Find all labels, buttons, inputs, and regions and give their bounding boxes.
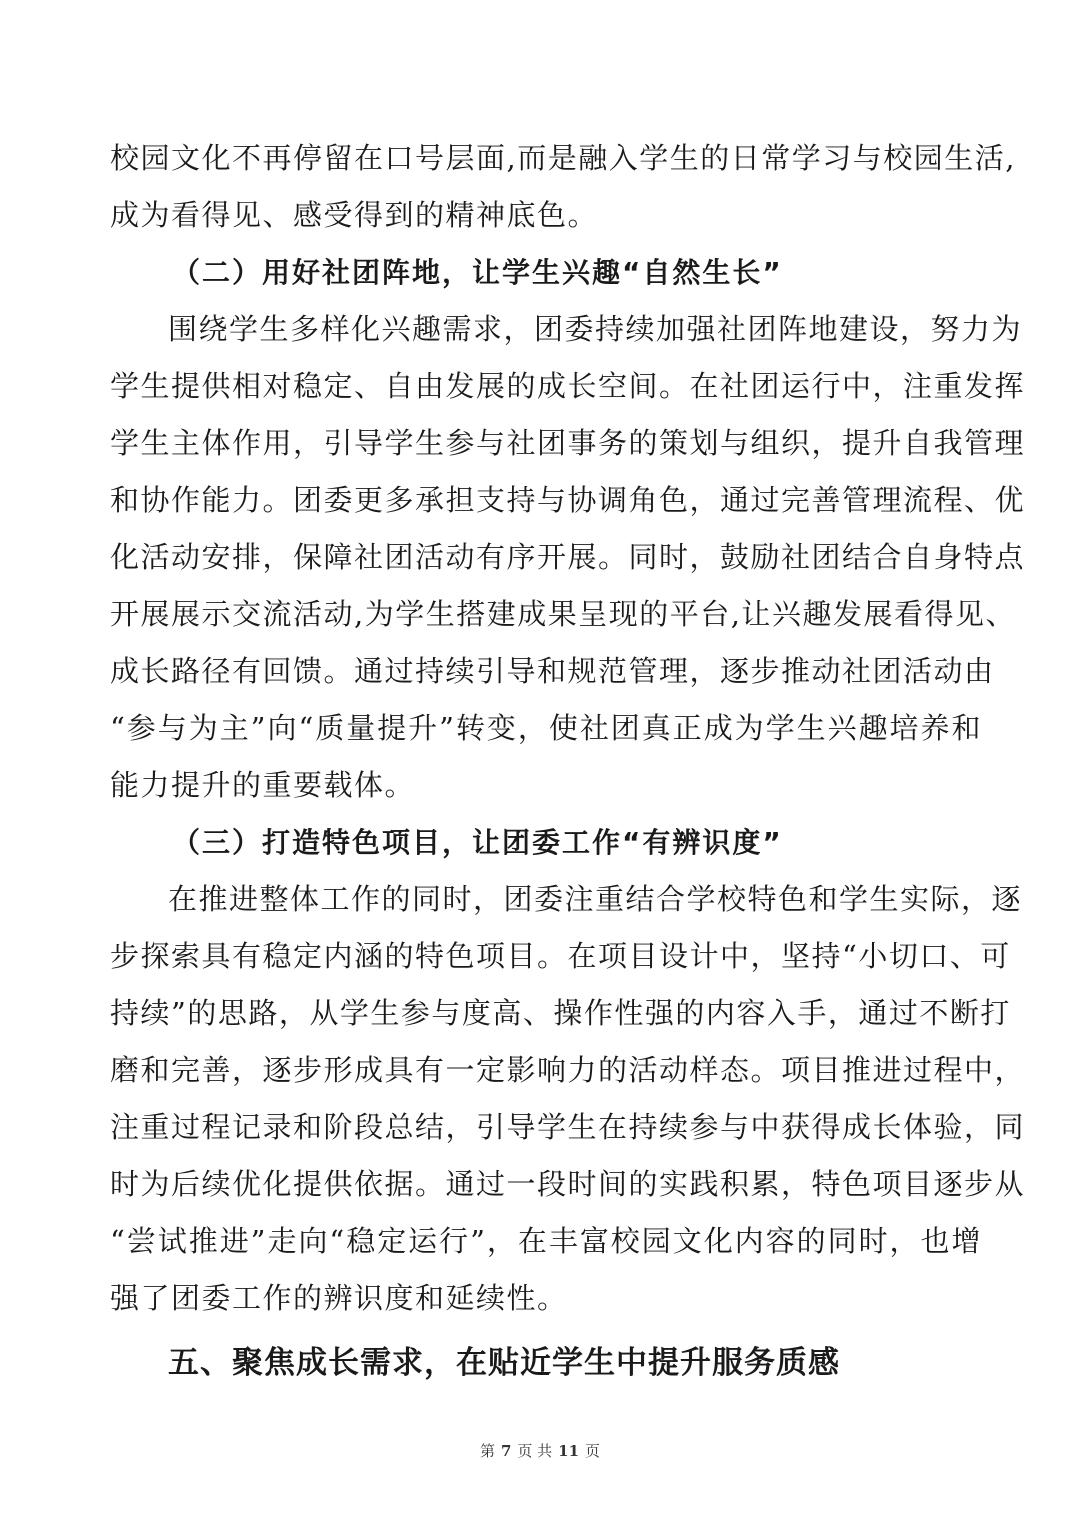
section-3-line-7: “尝试推进”走向“稳定运行”，在丰富校园文化内容的同时，也增 xyxy=(110,1224,982,1258)
footer-middle: 页 共 xyxy=(517,1442,553,1460)
section-2 xyxy=(110,244,1026,814)
intro-paragraph xyxy=(110,130,1016,244)
section-3 xyxy=(110,814,1026,1327)
section-3-line-5: 注重过程记录和阶段总结，引导学生在持续参与中获得成长体验，同 xyxy=(110,1110,1026,1144)
section-2-heading: （二）用好社团阵地，让学生兴趣“自然生长” xyxy=(172,256,783,289)
intro-line-1: 校园文化不再停留在口号层面,而是融入学生的日常学习与校园生活, xyxy=(110,141,1016,175)
section-3-line-2: 步探索具有稳定内涵的特色项目。在项目设计中，坚持“小切口、可 xyxy=(110,939,1011,973)
section-2-line-7: 成长路径有回馈。通过持续引导和规范管理，逐步推动社团活动由 xyxy=(110,654,995,688)
section-2-line-4: 和协作能力。团委更多承担支持与协调角色，通过完善管理流程、优 xyxy=(110,483,1026,517)
section-2-line-2: 学生提供相对稳定、自由发展的成长空间。在社团运行中，注重发挥 xyxy=(110,369,1026,403)
section-3-line-1: 在推进整体工作的同时，团委注重结合学校特色和学生实际，逐 xyxy=(168,882,1023,916)
intro-line-2: 成为看得见、感受得到的精神底色。 xyxy=(110,198,599,232)
section-3-line-3: 持续”的思路，从学生参与度高、操作性强的内容入手，通过不断打 xyxy=(110,996,1011,1030)
section-2-line-3: 学生主体作用，引导学生参与社团事务的策划与组织，提升自我管理 xyxy=(110,426,1026,460)
section-2-line-8: “参与为主”向“质量提升”转变，使社团真正成为学生兴趣培养和 xyxy=(110,711,982,745)
section-3-line-8: 强了团委工作的辨识度和延续性。 xyxy=(110,1281,568,1315)
section-2-line-1: 围绕学生多样化兴趣需求，团委持续加强社团阵地建设，努力为 xyxy=(168,312,1023,346)
document-page xyxy=(110,130,1026,1395)
footer-prefix: 第 xyxy=(479,1442,495,1460)
section-3-line-6: 时为后续优化提供依据。通过一段时间的实践积累，特色项目逐步从 xyxy=(110,1167,1026,1201)
footer-current-page: 7 xyxy=(500,1442,512,1460)
footer-suffix: 页 xyxy=(585,1442,601,1460)
section-3-heading: （三）打造特色项目，让团委工作“有辨识度” xyxy=(172,826,783,859)
section-2-line-5: 化活动安排，保障社团活动有序开展。同时，鼓励社团结合自身特点 xyxy=(110,540,1026,574)
section-5-heading: 五、聚焦成长需求，在贴近学生中提升服务质感 xyxy=(168,1345,840,1381)
section-3-line-4: 磨和完善，逐步形成具有一定影响力的活动样态。项目推进过程中， xyxy=(110,1053,1026,1087)
footer-total-pages: 11 xyxy=(558,1442,580,1460)
page-footer xyxy=(0,1440,1080,1461)
section-2-line-6: 开展展示交流活动,为学生搭建成果呈现的平台,让兴趣发展看得见、 xyxy=(110,597,1016,631)
section-2-line-9: 能力提升的重要载体。 xyxy=(110,768,416,802)
